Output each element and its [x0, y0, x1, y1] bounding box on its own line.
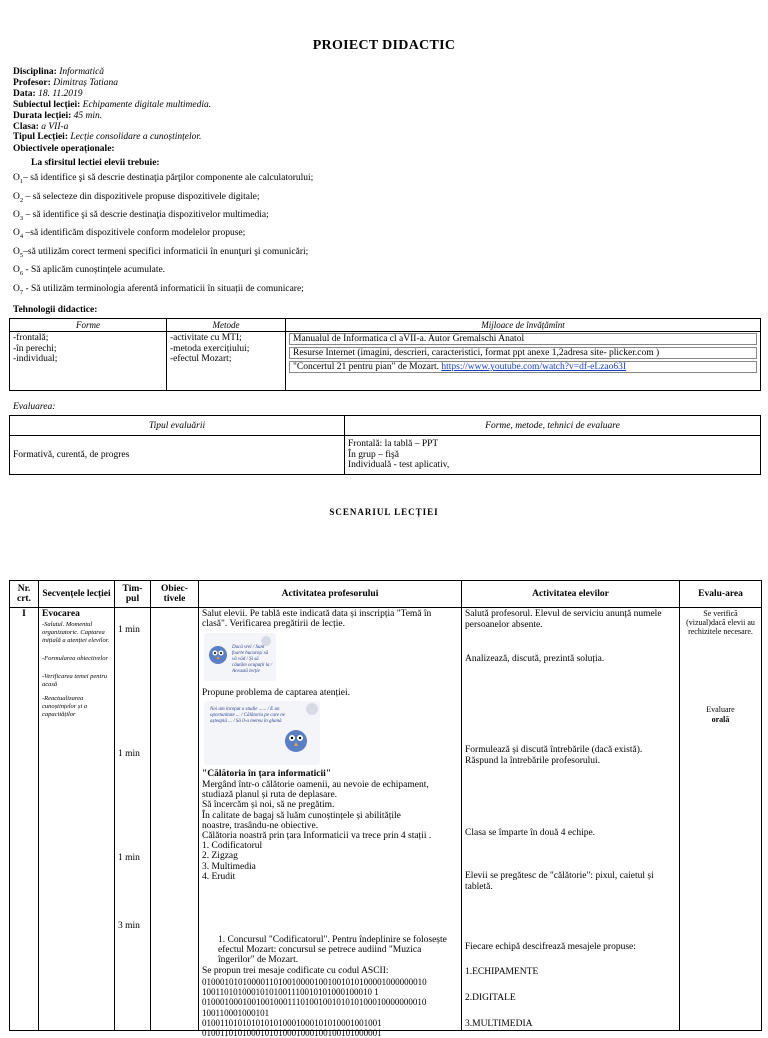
- teacher-activity-cell: [199, 608, 462, 1038]
- text-line: studiază planul și ruta de deplasare.: [202, 790, 338, 801]
- evaluation-text: orală: [711, 715, 730, 724]
- evaluation-text: Evaluare: [706, 705, 735, 714]
- student-text: Fiecare echipă descifrează mesajele propuse:: [465, 942, 636, 952]
- objectives-list: [13, 171, 313, 300]
- sequence-item: -Verificarea temei pentru acasă: [42, 673, 108, 688]
- column-header: Tim-pul: [115, 581, 151, 608]
- station-item: 4. Erudit: [202, 871, 236, 882]
- column-header: Nr. crt.: [10, 581, 39, 608]
- meta-profesor: [13, 78, 313, 89]
- scenario-table: [9, 580, 762, 1038]
- evaluation-text: Se verifică (vizual)dacă elevii au rechizitele necesare.: [686, 609, 755, 636]
- binary-line: 100110001000101: [202, 1007, 270, 1018]
- student-text: Salută profesorul. Elevul de serviciu anunță numele persoanelor absente.: [465, 609, 662, 630]
- sequence-item: -Reactualizarea cunoștințelor și a capacităților: [42, 695, 88, 718]
- list-item: -individual;: [13, 354, 58, 364]
- column-header: Forme: [10, 319, 167, 332]
- column-header: Secvențele lecției: [39, 581, 115, 608]
- station-item: 2. Zigzag: [202, 851, 238, 862]
- teacher-text: Propune problema de captarea atenției.: [202, 688, 350, 698]
- resource-item: Resurse Internet (imagini, descrieri, caracteristici, format ppt anexe 1,2adresa site- plicker.com ): [289, 347, 757, 359]
- meta-data: [13, 89, 313, 100]
- student-text: Analizează, discută, prezintă soluția.: [465, 654, 605, 664]
- objective-item: $O_5-să$ utilizăm corect termeni specifici informaticii în enunţuri şi comunicări;: [13, 246, 309, 259]
- column-header: Metode: [167, 319, 286, 332]
- evaluation-forms: [345, 436, 761, 475]
- column-header: Forme, metode, tehnici de evaluare: [345, 416, 761, 436]
- contest-description: 1. Concursul "Codificatorul". Pentru îndeplinire se folosește efectul Mozart: concursul se petrece audiind "Muzica îngerilor" de Mozart.: [218, 935, 447, 966]
- list-item: -activitate cu MTI;: [170, 333, 242, 343]
- meta-value: Dimitraș Tatiana: [53, 77, 119, 88]
- text-line: Mergând într-o călătorie oamenii, au nevoie de echipament,: [202, 780, 429, 790]
- resource-text: "Concertul 21 pentru pian" de Mozart.: [293, 362, 442, 372]
- list-item: În grup – fişă: [348, 449, 399, 460]
- resource-item: [289, 361, 757, 373]
- row-number: I: [10, 608, 39, 1031]
- meta-value: Lecție consolidare a cunoștințelor.: [70, 132, 202, 143]
- column-header: Mijloace de învățămînt: [286, 319, 761, 332]
- meta-value: Informatică: [59, 67, 105, 77]
- teacher-text: Salut elevii. Pe tablă este indicată data și inscripția "Temă în clasă". Verificarea pregătirii de lecție.: [202, 609, 432, 630]
- meta-disciplina: [13, 67, 313, 78]
- objective-item: $O_2$ – să selecteze din dispozitivele propuse dispozitivele digitale;: [13, 191, 260, 204]
- meta-label: Profesor:: [13, 77, 51, 88]
- journey-image: [204, 701, 320, 765]
- binary-line: 01000100010010010001110100100101010100010000000010: [202, 997, 427, 1008]
- meta-value: 18. 11.2019: [38, 88, 83, 99]
- meta-durata: [13, 111, 313, 122]
- scenario-title: SCENARIUL LECȚIEI: [329, 507, 439, 517]
- time-value: 1 min: [118, 853, 140, 863]
- meta-label: Tipul Lecției:: [13, 132, 68, 143]
- column-header: Obiec-tivele: [151, 581, 199, 608]
- binary-line: 0100110101000101010001000100100101000001: [202, 1028, 382, 1038]
- welcome-image: [204, 633, 276, 681]
- meta-value: 45 min.: [73, 110, 103, 121]
- evaluation-label: Evaluarea:: [13, 402, 56, 412]
- text-line: Să încercăm și noi, să ne pregătim.: [202, 800, 335, 811]
- time-cell: [115, 608, 151, 1031]
- list-item: Individuală - test aplicativ,: [348, 460, 450, 471]
- teacher-paragraph: [202, 780, 458, 882]
- text-line: Călătoria noastră prin țara Informaticii va trece prin 4 stații .: [202, 831, 432, 842]
- list-item: -frontală;: [13, 333, 49, 343]
- objective-item: $O_1-$ să identifice şi să descrie destinaţia părţilor componente ale calculatorului;: [13, 173, 314, 186]
- student-activity-cell: [462, 608, 680, 1031]
- teacher-text: Se propun trei mesaje codificate cu codul ASCII:: [202, 966, 389, 976]
- meta-tipul: [13, 132, 313, 143]
- lesson-meta: [13, 67, 313, 316]
- image-caption: Noi am început o studie ...... / E un oportunitate ... / Călătoria pe care ne așteaptă ... / Să îl-a mereu în glumă: [210, 707, 285, 724]
- list-item: -efectul Mozart;: [170, 354, 232, 364]
- student-text: Clasa se împarte în două 4 echipe.: [465, 828, 596, 838]
- meta-value: a VII-a: [41, 121, 69, 132]
- page-title: PROIECT DIDACTIC: [312, 38, 456, 53]
- text-line: În calitate de bagaj să luăm cunoștințele și abilitățile: [202, 810, 401, 821]
- meta-label: Data:: [13, 88, 36, 99]
- evaluation-table: [9, 415, 761, 475]
- binary-line: 0100110101010101010001000101010001001001: [202, 1017, 382, 1028]
- answer-item: 2.DIGITALE: [465, 993, 516, 1003]
- meta-label: Subiectul lecției:: [13, 99, 81, 110]
- time-value: 1 min: [118, 749, 140, 759]
- time-value: 1 min: [118, 625, 140, 635]
- technology-table: [9, 318, 761, 391]
- objective-item: $O_4$ –să identificăm dispozitivele conform modelelor propuse;: [13, 228, 246, 241]
- list-item: Frontală: la tablă – PPT: [348, 439, 439, 450]
- meta-clasa: [13, 122, 313, 133]
- station-item: 3. Multimedia: [202, 861, 256, 872]
- meta-obiective-label: Obiectivele operaționale:: [13, 144, 115, 155]
- resource-item: Manualul de Informatica cl aVII-a. Autor Gremalschi Anatol: [289, 333, 757, 345]
- text-line: noastre, trasându-ne obiective.: [202, 820, 319, 831]
- objectives-cell: [151, 608, 199, 1031]
- binary-line: 01000101010000110100100001001001010100001000000010: [202, 977, 427, 987]
- sequence-item: -Formularea obiectivelor: [42, 655, 109, 662]
- evaluation-cell: [680, 608, 762, 1031]
- mijloace-cell: [286, 332, 761, 391]
- list-item: -în perechi;: [13, 343, 57, 354]
- meta-label: Clasa:: [13, 121, 39, 132]
- teacher-heading: "Călătoria în țara informaticii": [202, 769, 332, 779]
- meta-subiect: [13, 100, 313, 111]
- list-item: -metoda exercițiului;: [170, 343, 250, 354]
- youtube-link[interactable]: https://www.youtube.com/watch?v=df-eLzao63I: [441, 362, 627, 372]
- tehnologii-label: Tehnologii didactice:: [13, 304, 98, 315]
- time-value: 3 min: [118, 921, 140, 931]
- binary-messages: [202, 977, 458, 1038]
- image-caption: Dacă vrei / Sunt foarte bucuroși să vă văd / Și să căutăm ocupații la / Această lecție: [232, 645, 273, 674]
- column-header: Activitatea profesorului: [199, 581, 462, 608]
- answer-item: 1.ECHIPAMENTE: [465, 967, 539, 977]
- meta-label: Disciplina:: [13, 67, 57, 77]
- objectives-intro: La sfirsitul lectiei elevii trebuie:: [31, 158, 160, 169]
- evaluation-type: Formativă, curentă, de progres: [10, 436, 345, 475]
- metode-cell: [167, 332, 286, 391]
- meta-label: Durata lecției:: [13, 110, 72, 121]
- objective-item: $O_7$ - Să utilizăm terminologia aferentă informaticii în situații de comunicare;: [13, 283, 304, 296]
- column-header: Activitatea elevilor: [462, 581, 680, 608]
- answer-item: 3.MULTIMEDIA: [465, 1019, 533, 1029]
- objective-item: $O_6$ - Să aplicăm cunoștințele acumulate.: [13, 265, 166, 277]
- objective-item: $O_3$ – să identifice şi să descrie destinaţia dispozitivelor multimedia;: [13, 209, 269, 222]
- column-header: Tipul evaluării: [10, 416, 345, 436]
- binary-line: 10011010100010101001110010101000100010 1: [202, 987, 379, 998]
- sequence-title: Evocarea: [42, 609, 80, 619]
- student-text: Formulează și discută întrebările (dacă există). Răspund la întrebările profesorului.: [465, 745, 643, 766]
- column-header: Evalu-area: [680, 581, 762, 608]
- station-item: 1. Codificatorul: [202, 841, 263, 852]
- sequence-cell: [39, 608, 115, 1031]
- sequence-item: -Salutul. Momentul organizatoric. Captarea inițială a atenției elevilor.: [42, 621, 110, 644]
- meta-value: Echipamente digitale multimedia.: [82, 99, 212, 110]
- student-text: Elevii se pregătesc de "călătorie": pixul, caietul și tabletă.: [465, 871, 654, 892]
- forme-cell: [10, 332, 167, 391]
